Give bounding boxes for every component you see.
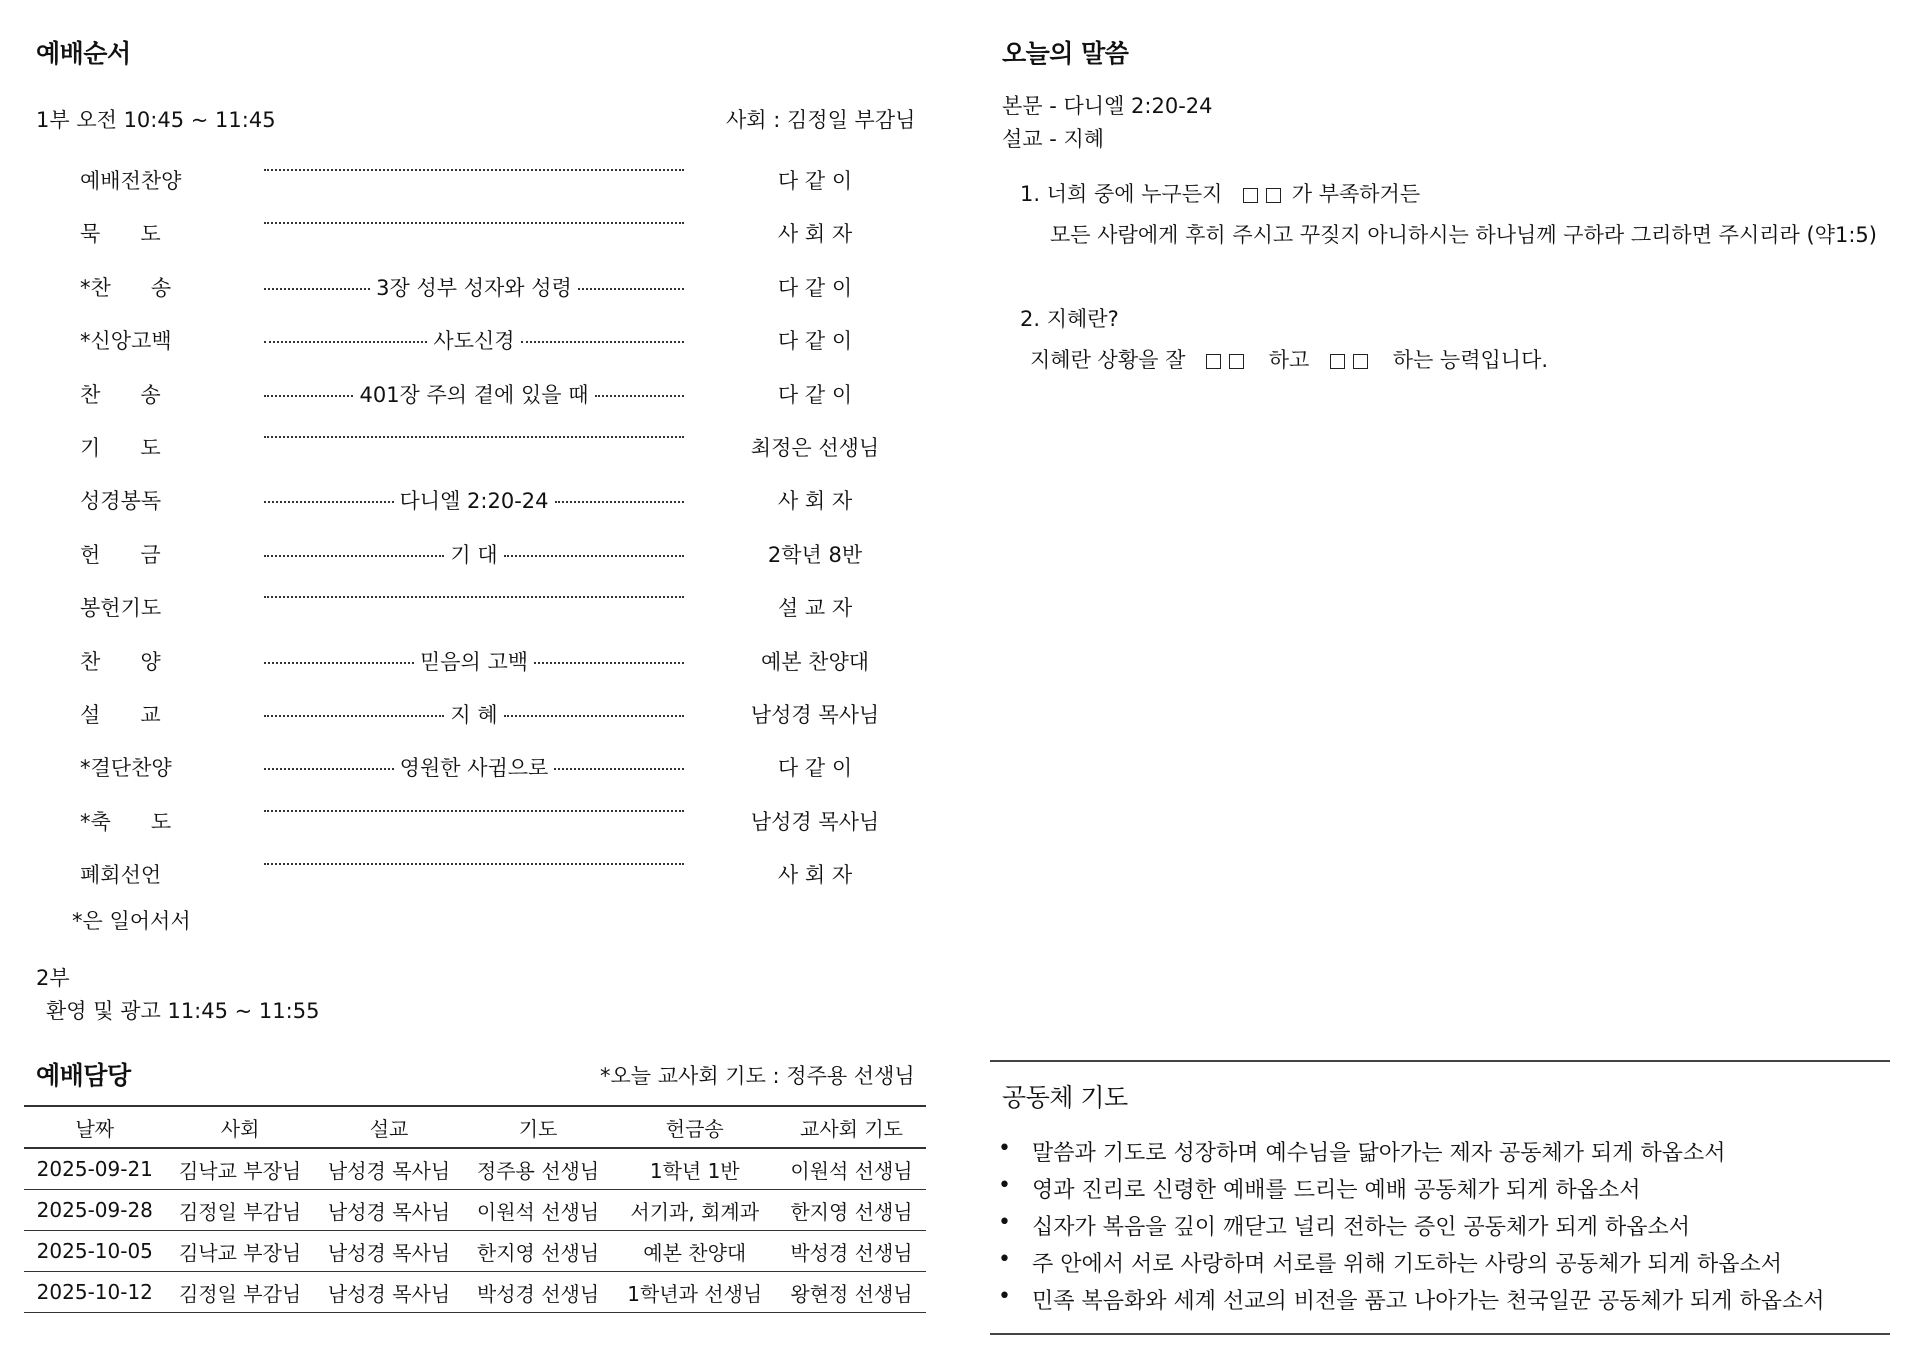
point-1 (1020, 178, 1420, 208)
teacher-prayer: *오늘 교사회 기도 : 정주용 선생님 (600, 1064, 915, 1088)
order-item-leader-dots (264, 325, 684, 355)
order-item-person: 남성경 목사님 (750, 703, 880, 727)
prayer-item: • 주 안에서 서로 사랑하며 서로를 위해 기도하는 사랑의 공동체가 되게 하옵소서 (996, 1247, 1825, 1284)
prayer-item: • 영과 진리로 신령한 예배를 드리는 예배 공동체가 되게 하옵소서 (996, 1173, 1825, 1210)
order-item-leader-dots (264, 859, 684, 865)
standing-note: *은 일어서서 (72, 909, 191, 933)
order-item-person: 다 같 이 (777, 169, 853, 193)
order-item-label: 설 교 (80, 703, 161, 727)
scripture-text: 본문 - 다니엘 2:20-24 (1002, 94, 1213, 118)
order-item-person: 최정은 선생님 (750, 436, 880, 460)
duty-cell: 왕현정 선생님 (790, 1281, 913, 1306)
order-item (0, 379, 900, 409)
order-item-detail: 기 대 (450, 543, 498, 567)
order-item-label: 묵 도 (80, 222, 161, 246)
order-item-person: 남성경 목사님 (750, 810, 880, 834)
header-teacher-prayer: 교사회 기도 (800, 1116, 903, 1141)
divider-top (990, 1060, 1890, 1062)
order-item-leader-dots (264, 485, 684, 515)
duty-title: 예배담당 (36, 1061, 131, 1090)
duty-cell: 남성경 목사님 (327, 1281, 451, 1306)
duty-cell: 서기과, 회계과 (630, 1199, 760, 1224)
order-item-label: *축 도 (80, 810, 172, 834)
blank-box (1229, 354, 1244, 369)
point-2-text-a: 지혜란 상황을 잘 (1030, 348, 1186, 372)
blank-box (1330, 354, 1345, 369)
duty-row (24, 1148, 926, 1190)
part2-label: 2부 (36, 966, 70, 990)
blank-box (1206, 354, 1221, 369)
duty-cell: 김정일 부감님 (178, 1281, 302, 1306)
header-sermon: 설교 (369, 1116, 409, 1141)
order-item-leader-dots (264, 752, 684, 782)
divider-bottom (990, 1333, 1890, 1335)
duty-cell: 남성경 목사님 (327, 1240, 451, 1265)
duty-cell: 김정일 부감님 (178, 1199, 302, 1224)
header-leader: 사회 (220, 1116, 260, 1141)
prayer-item: • 말씀과 기도로 성장하며 예수님을 닮아가는 제자 공동체가 되게 하옵소서 (996, 1136, 1825, 1173)
order-item-leader-dots (264, 646, 684, 676)
duty-row (24, 1231, 926, 1272)
order-item (0, 218, 900, 248)
duty-cell: 한지영 선생님 (790, 1199, 913, 1224)
order-item-label: 헌 금 (80, 543, 161, 567)
duty-header-row (24, 1106, 926, 1148)
order-item-person: 다 같 이 (777, 383, 853, 407)
duty-cell: 남성경 목사님 (327, 1158, 451, 1183)
point-2-fill (1030, 344, 1548, 374)
duty-cell: 한지영 선생님 (476, 1240, 600, 1265)
order-item-label: 찬 양 (80, 650, 161, 674)
order-item-leader-dots (264, 539, 684, 569)
order-item-leader-dots (264, 272, 684, 302)
header-offering-song: 헌금송 (665, 1116, 724, 1141)
order-item-detail: 3장 성부 성자와 성령 (376, 276, 572, 300)
order-item-label: 폐회선언 (80, 863, 162, 887)
word-title: 오늘의 말씀 (1002, 39, 1129, 68)
point-2-text-b: 하고 (1268, 348, 1310, 372)
header-prayer: 기도 (518, 1116, 558, 1141)
order-title: 예배순서 (36, 39, 131, 68)
order-item (0, 699, 900, 729)
duty-cell: 2025-09-28 (36, 1198, 153, 1222)
blank-box (1266, 188, 1281, 203)
order-item-detail: 401장 주의 곁에 있을 때 (359, 383, 589, 407)
duty-cell: 예본 찬양대 (643, 1240, 747, 1265)
order-item-person: 사 회 자 (777, 489, 853, 513)
duty-cell: 1학년과 선생님 (627, 1281, 763, 1306)
blank-box (1353, 354, 1368, 369)
order-item-person: 다 같 이 (777, 756, 853, 780)
point-2-text-c: 하는 능력입니다. (1392, 348, 1549, 372)
order-item-leader-dots (264, 699, 684, 729)
point-1-text-a: 1. 너희 중에 누구든지 (1020, 182, 1223, 206)
part2-time: 환영 및 광고 11:45 ~ 11:55 (46, 999, 320, 1023)
order-item (0, 806, 900, 836)
order-item-label: *신앙고백 (80, 329, 172, 353)
order-item (0, 752, 900, 782)
order-item (0, 165, 900, 195)
order-item-label: 찬 송 (80, 383, 161, 407)
order-item-label: 봉헌기도 (80, 596, 162, 620)
duty-cell: 김낙교 부장님 (178, 1240, 302, 1265)
part1-time: 1부 오전 10:45 ~ 11:45 (36, 108, 276, 132)
order-item-detail: 영원한 사귐으로 (399, 756, 549, 780)
order-item-label: 기 도 (80, 436, 161, 460)
sermon-title: 설교 - 지혜 (1002, 127, 1105, 151)
duty-row (24, 1190, 926, 1231)
order-item (0, 646, 900, 676)
order-item-detail: 믿음의 고백 (419, 650, 529, 674)
duty-cell: 박성경 선생님 (790, 1240, 913, 1265)
order-list (0, 0, 950, 900)
order-item-label: 예배전찬양 (80, 169, 182, 193)
order-item-person: 사 회 자 (777, 222, 853, 246)
order-item-detail: 지 혜 (450, 703, 498, 727)
header-date: 날짜 (75, 1116, 115, 1141)
duty-cell: 남성경 목사님 (327, 1199, 451, 1224)
order-item-detail: 다니엘 2:20-24 (399, 489, 549, 513)
duty-cell: 이원석 선생님 (476, 1199, 600, 1224)
duty-cell: 김낙교 부장님 (178, 1158, 302, 1183)
order-item-person: 2학년 8반 (767, 543, 863, 567)
order-item-detail: 사도신경 (433, 329, 515, 353)
order-item-leader-dots (264, 432, 684, 438)
order-item (0, 539, 900, 569)
order-item (0, 859, 900, 889)
order-item-leader-dots (264, 165, 684, 171)
duty-cell: 이원석 선생님 (790, 1158, 913, 1183)
order-item-person: 다 같 이 (777, 329, 853, 353)
duty-table (24, 1105, 926, 1313)
order-item-person: 사 회 자 (777, 863, 853, 887)
order-item-leader-dots (264, 218, 684, 224)
order-item (0, 485, 900, 515)
order-item-label: 성경봉독 (80, 489, 162, 513)
order-item (0, 272, 900, 302)
order-item-person: 예본 찬양대 (760, 650, 870, 674)
order-item-label: *찬 송 (80, 276, 172, 300)
order-item (0, 325, 900, 355)
duty-cell: 1학년 1반 (649, 1158, 740, 1183)
community-title: 공동체 기도 (1002, 1083, 1128, 1112)
point-2: 2. 지혜란? (1020, 307, 1119, 331)
point-1-verse: 모든 사람에게 후히 주시고 꾸짖지 아니하시는 하나님께 구하라 그리하면 주시리라 (약1:5) (1050, 223, 1877, 247)
leader: 사회 : 김정일 부감님 (726, 108, 916, 132)
order-item-label: *결단찬양 (80, 756, 172, 780)
order-item-leader-dots (264, 806, 684, 812)
duty-cell: 2025-09-21 (36, 1157, 153, 1181)
order-item-person: 설 교 자 (777, 596, 853, 620)
duty-cell: 박성경 선생님 (476, 1281, 600, 1306)
duty-row (24, 1272, 926, 1313)
order-item (0, 432, 900, 462)
prayer-item: • 십자가 복음을 깊이 깨닫고 널리 전하는 증인 공동체가 되게 하옵소서 (996, 1210, 1825, 1247)
duty-cell: 2025-10-12 (36, 1280, 153, 1304)
prayer-item: • 민족 복음화와 세계 선교의 비전을 품고 나아가는 천국일꾼 공동체가 되게 하옵소서 (996, 1284, 1825, 1321)
order-item-leader-dots (264, 379, 684, 409)
blank-box (1243, 188, 1258, 203)
duty-cell: 2025-10-05 (36, 1239, 153, 1263)
order-item-person: 다 같 이 (777, 276, 853, 300)
order-item-leader-dots (264, 592, 684, 598)
order-item (0, 592, 900, 622)
point-1-text-b: 가 부족하거든 (1291, 182, 1421, 206)
duty-cell: 정주용 선생님 (476, 1158, 600, 1183)
prayer-list (996, 1136, 1825, 1321)
